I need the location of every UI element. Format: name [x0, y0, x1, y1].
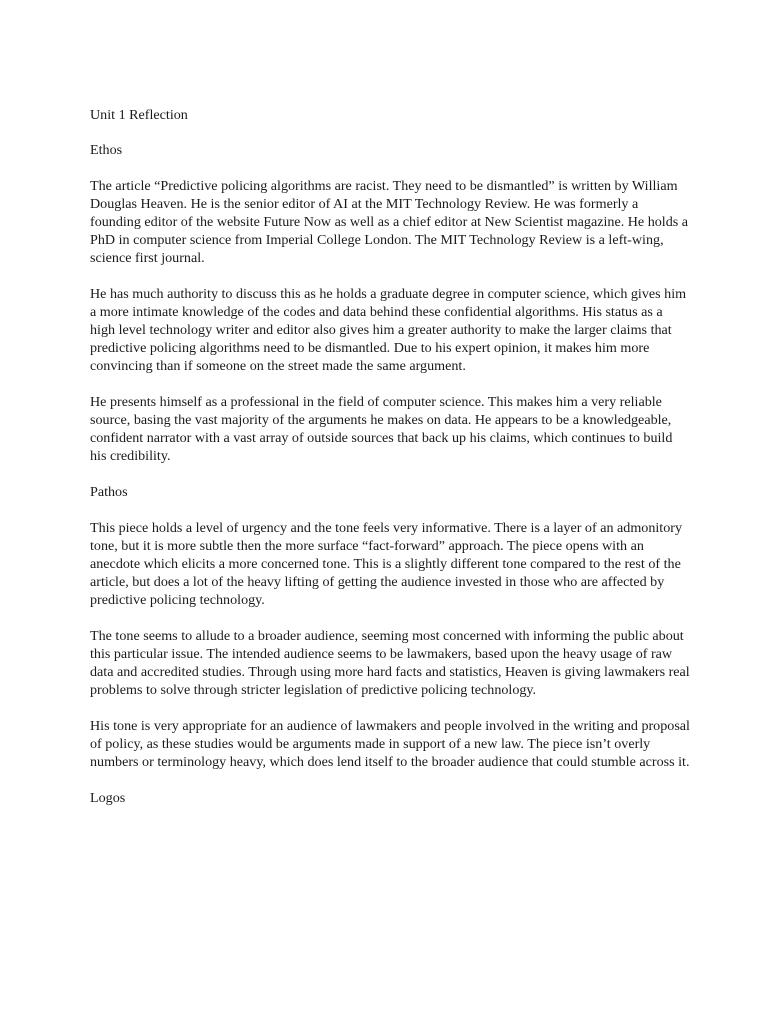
- ethos-paragraph-1: The article “Predictive policing algorithms are racist. They need to be dismantled” is written by William Douglas Heaven. He is the senior editor of AI at the MIT Technology Review. He was formerly a founding editor of the website Future Now as well as a chief editor at New Scientist magazine. He holds a PhD in computer science from Imperial College London. The MIT Technology Review is a left-wing, science first journal.: [90, 178, 689, 266]
- section-heading-logos: Logos: [90, 790, 126, 806]
- section-pathos: [90, 483, 690, 771]
- section-heading-pathos: Pathos: [90, 484, 128, 500]
- section-heading-ethos: Ethos: [90, 142, 123, 158]
- ethos-paragraph-2: He has much authority to discuss this as he holds a graduate degree in computer science, which gives him a more intimate knowledge of the codes and data behind these confidential algorithms. His status as a high level technology writer and editor also gives him a greater authority to make the larger claims that predictive policing algorithms need to be dismantled. Due to his expert opinion, it makes him more convincing than if someone on the street made the same argument.: [90, 286, 687, 374]
- pathos-paragraph-2: The tone seems to allude to a broader audience, seeming most concerned with informing the public about this particular issue. The intended audience seems to be lawmakers, based upon the heavy usage of raw data and accredited studies. Through using more hard facts and statistics, Heaven is giving lawmakers real problems to solve through stricter legislation of predictive policing technology.: [90, 628, 690, 698]
- section-ethos: [90, 141, 690, 465]
- pathos-paragraph-1: This piece holds a level of urgency and the tone feels very informative. There is a layer of an admonitory tone, but it is more subtle then the more surface “fact-forward” approach. The piece opens with an anecdote which elicits a more concerned tone. This is a slightly different tone compared to the rest of the article, but does a lot of the heavy lifting of getting the audience invested in those who are affected by predictive policing technology.: [90, 520, 682, 608]
- document-title: Unit 1 Reflection: [90, 107, 188, 123]
- section-logos: [90, 789, 690, 807]
- document-page: [90, 106, 690, 825]
- ethos-paragraph-3: He presents himself as a professional in the field of computer science. This makes him a very reliable source, basing the vast majority of the arguments he makes on data. He appears to be a knowledgeable, confident narrator with a vast array of outside sources that back up his claims, which continues to build his credibility.: [90, 394, 673, 464]
- pathos-paragraph-3: His tone is very appropriate for an audience of lawmakers and people involved in the writing and proposal of policy, as these studies would be arguments made in support of a new law. The piece isn’t overly numbers or terminology heavy, which does lend itself to the broader audience that could stumble across it.: [90, 718, 690, 770]
